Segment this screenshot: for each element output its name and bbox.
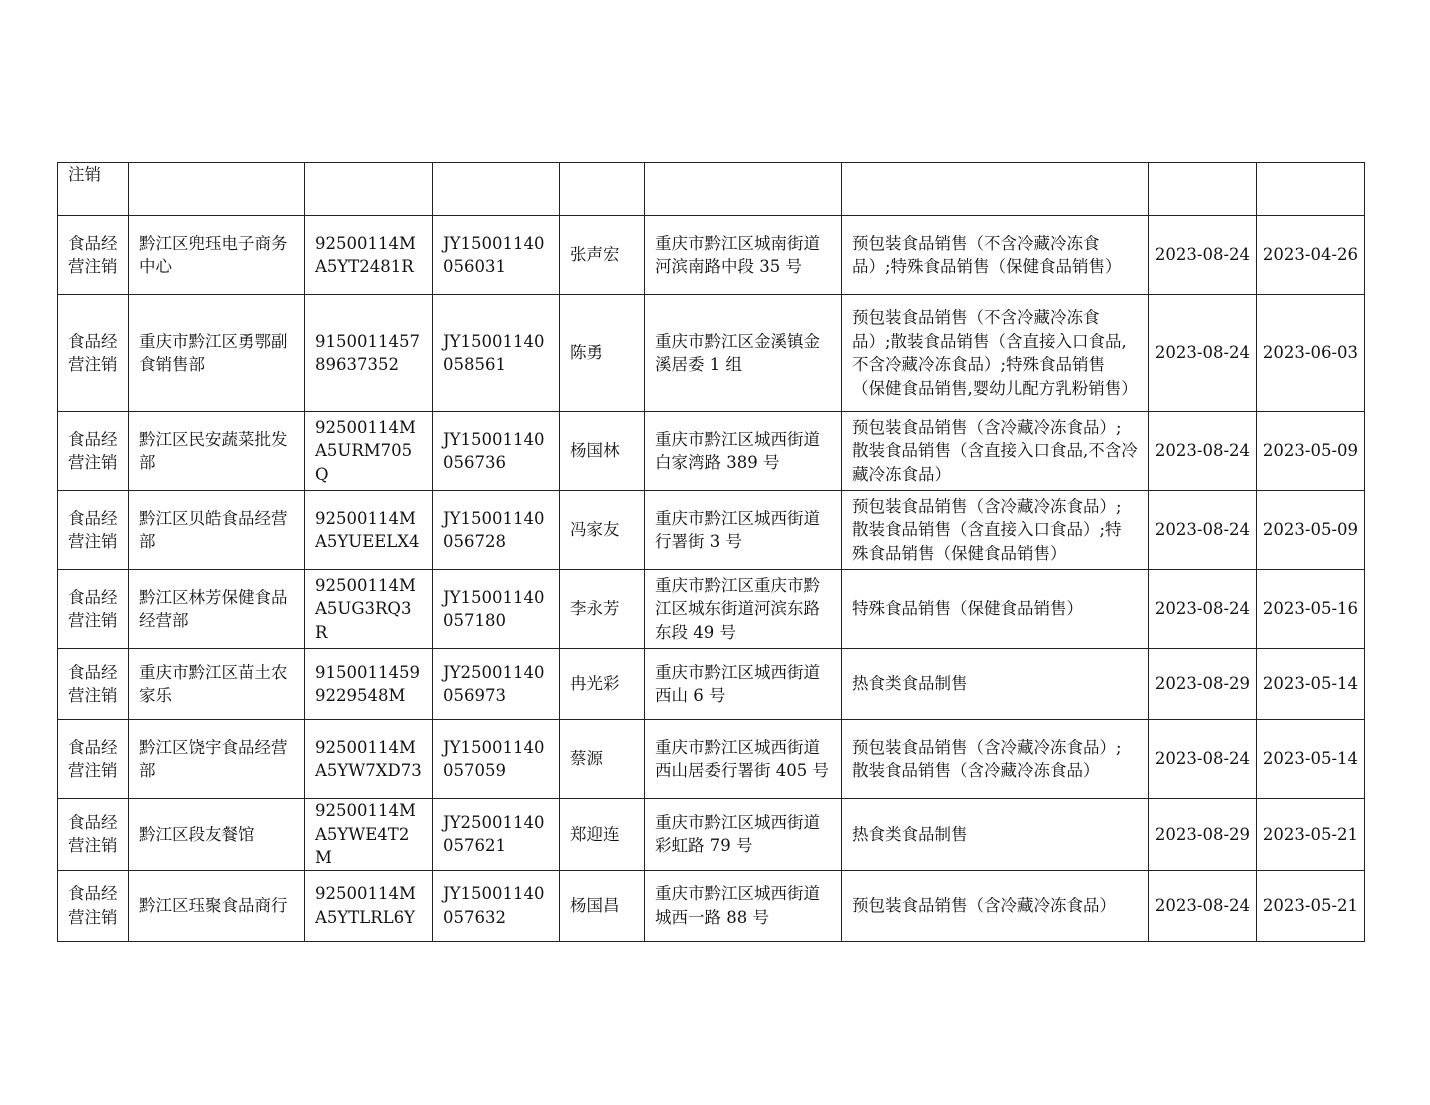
empty-cell: [129, 163, 305, 216]
table-row: [58, 720, 1365, 799]
name-cell: 黔江区民安蔬菜批发部: [129, 412, 305, 491]
cancel-date-cell: 2023-08-24: [1149, 412, 1257, 491]
empty-cell: [645, 163, 842, 216]
address-cell: 重庆市黔江区城西街道行署街 3 号: [645, 491, 842, 570]
scope-cell: 预包装食品销售（含冷藏冷冻食品）;散装食品销售（含直接入口食品）;特殊食品销售（保健食品销售）: [842, 491, 1149, 570]
issue-date-cell: 2023-05-09: [1257, 491, 1365, 570]
table-row: [58, 295, 1365, 412]
issue-date-cell: 2023-05-21: [1257, 799, 1365, 871]
person-cell: 杨国林: [560, 412, 645, 491]
category-cell: 食品经营注销: [58, 295, 129, 412]
issue-date-cell: 2023-05-14: [1257, 720, 1365, 799]
name-cell: 重庆市黔江区苗土农家乐: [129, 649, 305, 720]
license-cancellation-table: [57, 162, 1365, 942]
credit-code-cell: 92500114MA5YTLRL6Y: [305, 870, 433, 941]
license-no-cell: JY25001140056973: [433, 649, 560, 720]
address-cell: 重庆市黔江区城西街道西山居委行署街 405 号: [645, 720, 842, 799]
person-cell: 郑迎连: [560, 799, 645, 871]
license-no-cell: JY15001140056736: [433, 412, 560, 491]
cancel-date-cell: 2023-08-24: [1149, 870, 1257, 941]
address-cell: 重庆市黔江区金溪镇金溪居委 1 组: [645, 295, 842, 412]
issue-date-cell: 2023-05-09: [1257, 412, 1365, 491]
issue-date-cell: 2023-05-14: [1257, 649, 1365, 720]
credit-code-cell: 92500114MA5YT2481R: [305, 216, 433, 295]
license-no-cell: JY15001140057632: [433, 870, 560, 941]
issue-date-cell: 2023-04-26: [1257, 216, 1365, 295]
person-cell: 冉光彩: [560, 649, 645, 720]
address-cell: 重庆市黔江区重庆市黔江区城东街道河滨东路东段 49 号: [645, 570, 842, 649]
address-cell: 重庆市黔江区城西街道彩虹路 79 号: [645, 799, 842, 871]
issue-date-cell: 2023-06-03: [1257, 295, 1365, 412]
cancel-date-cell: 2023-08-24: [1149, 295, 1257, 412]
cancel-date-cell: 2023-08-24: [1149, 216, 1257, 295]
empty-cell: [560, 163, 645, 216]
scope-cell: 预包装食品销售（含冷藏冷冻食品）;散装食品销售（含直接入口食品,不含冷藏冷冻食品）: [842, 412, 1149, 491]
scope-cell: 特殊食品销售（保健食品销售）: [842, 570, 1149, 649]
table-row: [58, 216, 1365, 295]
person-cell: 张声宏: [560, 216, 645, 295]
category-cell: 食品经营注销: [58, 491, 129, 570]
name-cell: 黔江区兜珏电子商务中心: [129, 216, 305, 295]
category-cell: 食品经营注销: [58, 870, 129, 941]
license-no-cell: JY15001140058561: [433, 295, 560, 412]
address-cell: 重庆市黔江区城西街道西山 6 号: [645, 649, 842, 720]
table-row: [58, 412, 1365, 491]
category-cell: 食品经营注销: [58, 412, 129, 491]
empty-cell: [1257, 163, 1365, 216]
name-cell: 黔江区珏聚食品商行: [129, 870, 305, 941]
scope-cell: 预包装食品销售（含冷藏冷冻食品）: [842, 870, 1149, 941]
category-cell: 食品经营注销: [58, 216, 129, 295]
person-cell: 冯家友: [560, 491, 645, 570]
table-body: [58, 163, 1365, 942]
scope-cell: 热食类食品制售: [842, 649, 1149, 720]
person-cell: 杨国昌: [560, 870, 645, 941]
credit-code-cell: 92500114MA5YWE4T2M: [305, 799, 433, 871]
table-row: [58, 870, 1365, 941]
scope-cell: 预包装食品销售（不含冷藏冷冻食品）;特殊食品销售（保健食品销售）: [842, 216, 1149, 295]
name-cell: 黔江区段友餐馆: [129, 799, 305, 871]
license-no-cell: JY15001140057059: [433, 720, 560, 799]
cancel-date-cell: 2023-08-24: [1149, 570, 1257, 649]
table-row: [58, 491, 1365, 570]
name-cell: 重庆市黔江区勇鄂副食销售部: [129, 295, 305, 412]
cancel-date-cell: 2023-08-29: [1149, 799, 1257, 871]
credit-code-cell: 92500114MA5YW7XD73: [305, 720, 433, 799]
address-cell: 重庆市黔江区城西街道城西一路 88 号: [645, 870, 842, 941]
credit-code-cell: 91500114599229548M: [305, 649, 433, 720]
category-cell: 食品经营注销: [58, 570, 129, 649]
address-cell: 重庆市黔江区城西街道白家湾路 389 号: [645, 412, 842, 491]
scope-cell: 热食类食品制售: [842, 799, 1149, 871]
cancel-date-cell: 2023-08-24: [1149, 491, 1257, 570]
cancel-date-cell: 2023-08-24: [1149, 720, 1257, 799]
empty-cell: [1149, 163, 1257, 216]
license-no-cell: JY15001140056728: [433, 491, 560, 570]
license-no-cell: JY25001140057621: [433, 799, 560, 871]
table-row: [58, 649, 1365, 720]
category-cell: 食品经营注销: [58, 720, 129, 799]
person-cell: 李永芳: [560, 570, 645, 649]
name-cell: 黔江区饶宇食品经营部: [129, 720, 305, 799]
license-no-cell: JY15001140057180: [433, 570, 560, 649]
category-cell: 食品经营注销: [58, 649, 129, 720]
credit-code-cell: 92500114MA5UG3RQ3R: [305, 570, 433, 649]
person-cell: 陈勇: [560, 295, 645, 412]
empty-cell: [305, 163, 433, 216]
scope-cell: 预包装食品销售（含冷藏冷冻食品）;散装食品销售（含冷藏冷冻食品）: [842, 720, 1149, 799]
scope-cell: 预包装食品销售（不含冷藏冷冻食品）;散装食品销售（含直接入口食品,不含冷藏冷冻食品）;特殊食品销售（保健食品销售,婴幼儿配方乳粉销售）: [842, 295, 1149, 412]
cancel-date-cell: 2023-08-29: [1149, 649, 1257, 720]
category-cell: 食品经营注销: [58, 799, 129, 871]
name-cell: 黔江区贝皓食品经营部: [129, 491, 305, 570]
person-cell: 蔡源: [560, 720, 645, 799]
category-cell: 注销: [58, 163, 129, 216]
license-no-cell: JY15001140056031: [433, 216, 560, 295]
address-cell: 重庆市黔江区城南街道河滨南路中段 35 号: [645, 216, 842, 295]
credit-code-cell: 92500114MA5YUEELX4: [305, 491, 433, 570]
credit-code-cell: 92500114MA5URM705Q: [305, 412, 433, 491]
issue-date-cell: 2023-05-21: [1257, 870, 1365, 941]
name-cell: 黔江区林芳保健食品经营部: [129, 570, 305, 649]
credit-code-cell: 915001145789637352: [305, 295, 433, 412]
empty-cell: [842, 163, 1149, 216]
issue-date-cell: 2023-05-16: [1257, 570, 1365, 649]
table-row: [58, 799, 1365, 871]
empty-cell: [433, 163, 560, 216]
table-row: [58, 570, 1365, 649]
table-row-partial: [58, 163, 1365, 216]
